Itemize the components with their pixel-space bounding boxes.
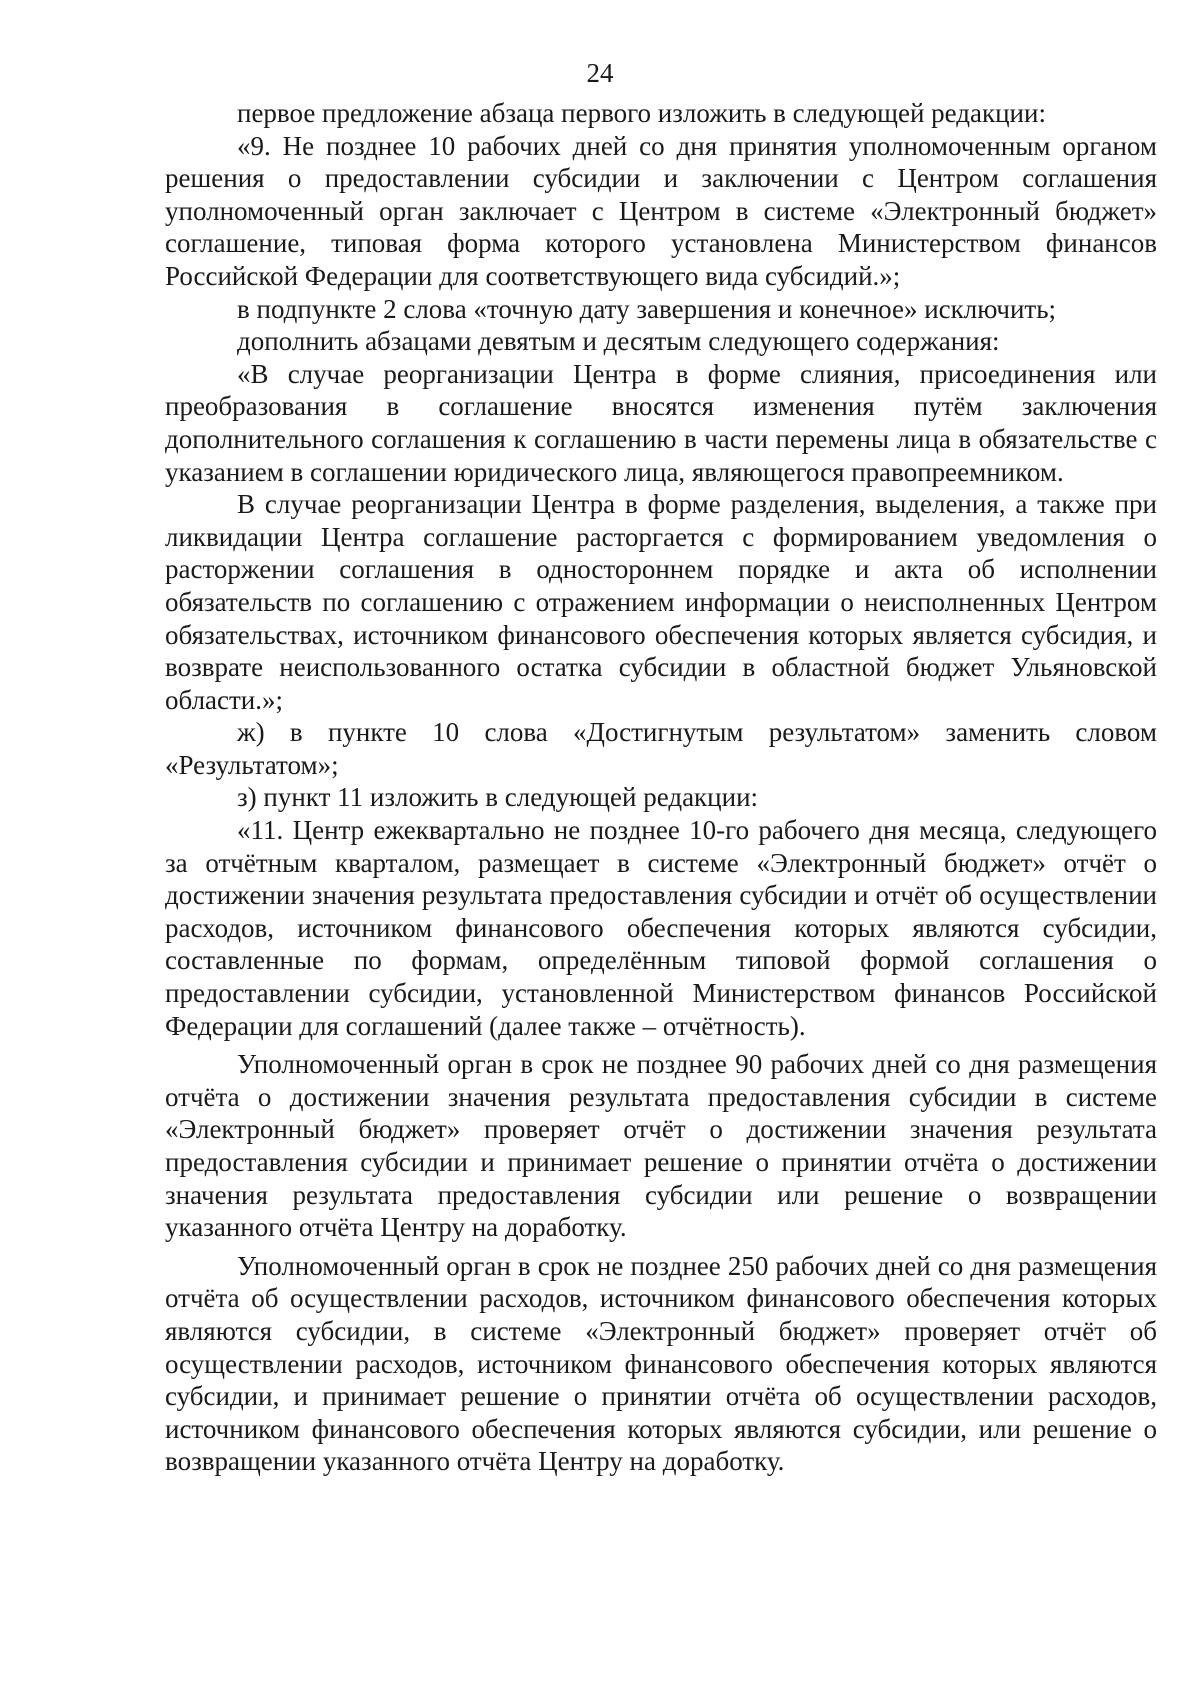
paragraph-add-clauses: дополнить абзацами девятым и десятым следующего содержания: xyxy=(237,326,1000,357)
paragraph-reorganization-division: В случае реорганизации Центра в форме разделения, выделения, а также при ликвидации Центра соглашение расторгается с формированием уведомления о расторжении соглашения в одностороннем порядке и акта об исполнении обязательств по соглашению с отражением информации о неисполненных Центром обязательствах, источником финансового обеспечения которых является субсидия, и возврате неиспользованного остатка субсидии в областной бюджет Ульяновской области.»; xyxy=(165,489,1157,715)
page-number: 24 xyxy=(586,58,614,88)
paragraph-reorganization-merge: «В случае реорганизации Центра в форме слияния, присоединения или преобразования в соглашение вносятся изменения путём заключения дополнительного соглашения к соглашению в части перемены лица в обязательстве с указанием в соглашении юридического лица, являющегося правопреемником. xyxy=(165,358,1157,487)
document-body xyxy=(165,97,1157,1478)
paragraph-result-report-check: Уполномоченный орган в срок не позднее 90 рабочих дней со дня размещения отчёта о достижении значения результата предоставления субсидии в системе «Электронный бюджет» проверяет отчёт о достижении значения результата предоставления субсидии и принимает решение о принятии отчёта о достижении значения результата предоставления субсидии или решение о возвращении указанного отчёта Центру на доработку. xyxy=(165,1049,1157,1243)
paragraph-expense-report-check: Уполномоченный орган в срок не позднее 250 рабочих дней со дня размещения отчёта об осуществлении расходов, источником финансового обеспечения которых являются субсидии, в системе «Электронный бюджет» проверяет отчёт об осуществлении расходов, источником финансового обеспечения которых являются субсидии, и принимает решение о принятии отчёта об осуществлении расходов, источником финансового обеспечения которых являются субсидии, или решение о возвращении указанного отчёта Центру на доработку. xyxy=(165,1250,1157,1477)
paragraph-subitem-2: в подпункте 2 слова «точную дату завершения и конечное» исключить; xyxy=(237,293,1057,324)
paragraph-item-zh: ж) в пункте 10 слова «Достигнутым результатом» заменить словом «Результатом»; xyxy=(165,717,1157,780)
paragraph-intro: первое предложение абзаца первого изложить в следующей редакции: xyxy=(237,98,1046,128)
paragraph-item-9: «9. Не позднее 10 рабочих дней со дня принятия уполномоченным органом решения о предоставлении субсидии и заключении с Центром соглашения уполномоченный орган заключает с Центром в системе «Электронный бюджет» соглашение, типовая форма которого установлена Министерством финансов Российской Федерации для соответствующего вида субсидий.»; xyxy=(165,130,1157,291)
paragraph-item-z: з) пункт 11 изложить в следующей редакции: xyxy=(237,782,759,813)
paragraph-item-11: «11. Центр ежеквартально не позднее 10-го рабочего дня месяца, следующего за отчётным кварталом, размещает в системе «Электронный бюджет» отчёт о достижении значения результата предоставления субсидии и отчёт об осуществлении расходов, источником финансового обеспечения которых являются субсидии, составленные по формам, определённым типовой формой соглашения о предоставлении субсидии, установленной Министерством финансов Российской Федерации для соглашений (далее также – отчётность). xyxy=(165,815,1157,1041)
